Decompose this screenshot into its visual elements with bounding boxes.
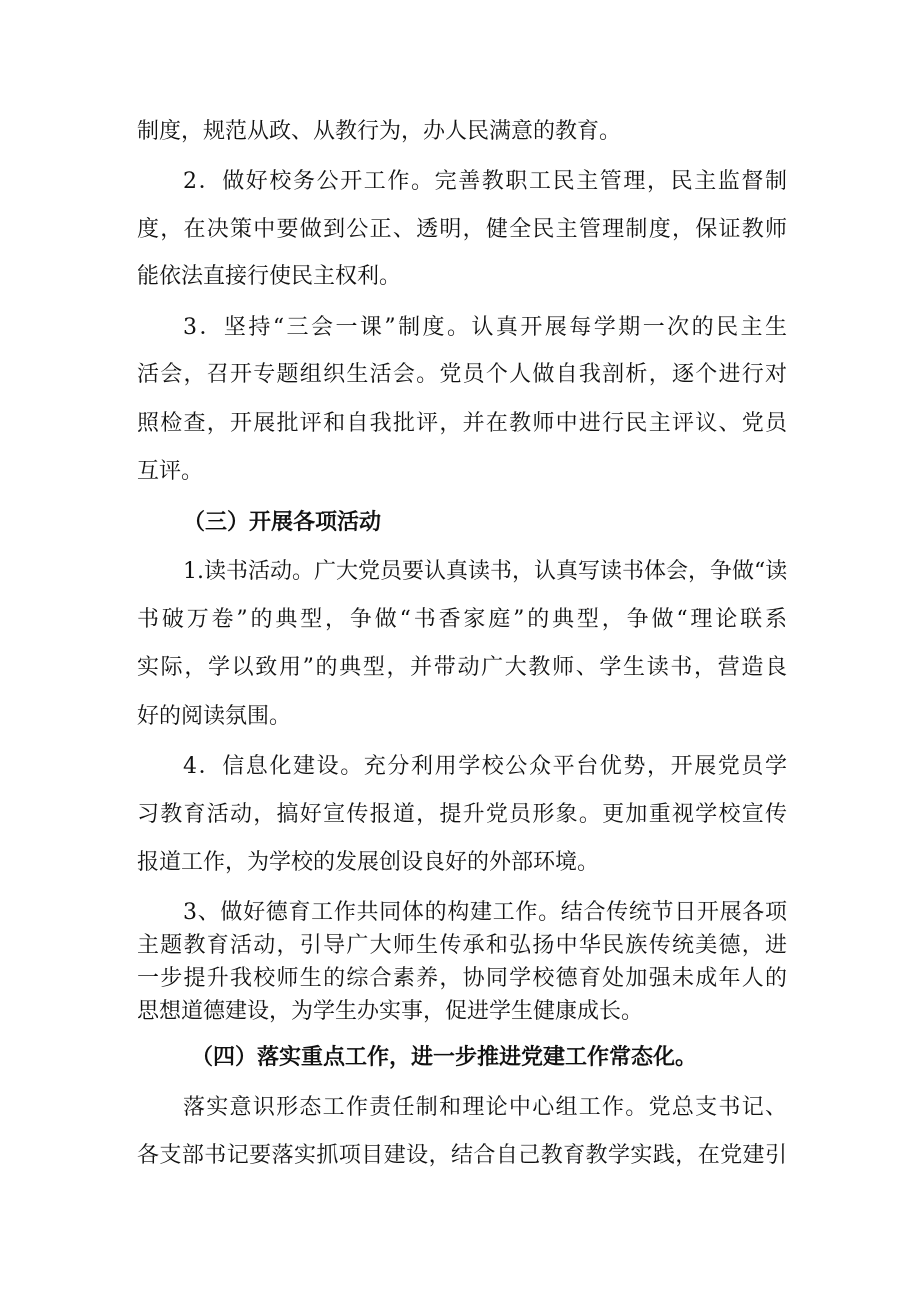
paragraph-line: 书破万卷”的典型，争做“书香家庭”的典型，争做“理论联系 [137,607,787,632]
paragraph-line: 1.读书活动。广大党员要认真读书，认真写读书体会，争做“读 [183,559,787,584]
paragraph-line: 照检查，开展批评和自我批评，并在教师中进行民主评议、党员 [137,411,787,436]
paragraph-line: 能依法直接行使民主权利。 [137,264,402,289]
paragraph-line: 制度，规范从政、从教行为，办人民满意的教育。 [137,119,622,144]
paragraph-line: 好的阅读氛围。 [137,704,292,729]
paragraph-line: 2．做好校务公开工作。完善教职工民主管理，民主监督制 [183,169,787,194]
paragraph-line: 思想道德建设，为学生办实事，促进学生健康成长。 [137,999,644,1024]
paragraph-line: 度，在决策中要做到公正、透明，健全民主管理制度，保证教师 [137,217,787,242]
paragraph-line: 3、做好德育工作共同体的构建工作。结合传统节日开展各项 [183,900,787,925]
paragraph-line: 习教育活动，搞好宣传报道，提升党员形象。更加重视学校宣传 [137,802,787,827]
paragraph-line: 报道工作，为学校的发展创设良好的外部环境。 [137,850,600,875]
paragraph-line: 各支部书记要落实抓项目建设，结合自己教育教学实践，在党建引 [137,1143,787,1168]
paragraph-line: 3．坚持“三会一课”制度。认真开展每学期一次的民主生 [183,315,787,340]
paragraph-line: 主题教育活动，引导广大师生传承和弘扬中华民族传统美德，进 [137,933,787,958]
paragraph-line: 落实意识形态工作责任制和理论中心组工作。党总支书记、 [183,1095,787,1120]
paragraph-line: 活会，召开专题组织生活会。党员个人做自我剖析，逐个进行对 [137,362,787,387]
paragraph-line: 一步提升我校师生的综合素养，协同学校德育处加强未成年人的 [137,966,787,991]
section-heading-3: （三）开展各项活动 [183,510,382,535]
section-heading-4: （四）落实重点工作，进一步推进党建工作常态化。 [191,1045,698,1070]
paragraph-line: 实际，学以致用”的典型，并带动广大教师、学生读书，营造良 [137,655,787,680]
paragraph-line: 互评。 [137,459,204,484]
paragraph-line: 4．信息化建设。充分利用学校公众平台优势，开展党员学 [183,754,787,779]
